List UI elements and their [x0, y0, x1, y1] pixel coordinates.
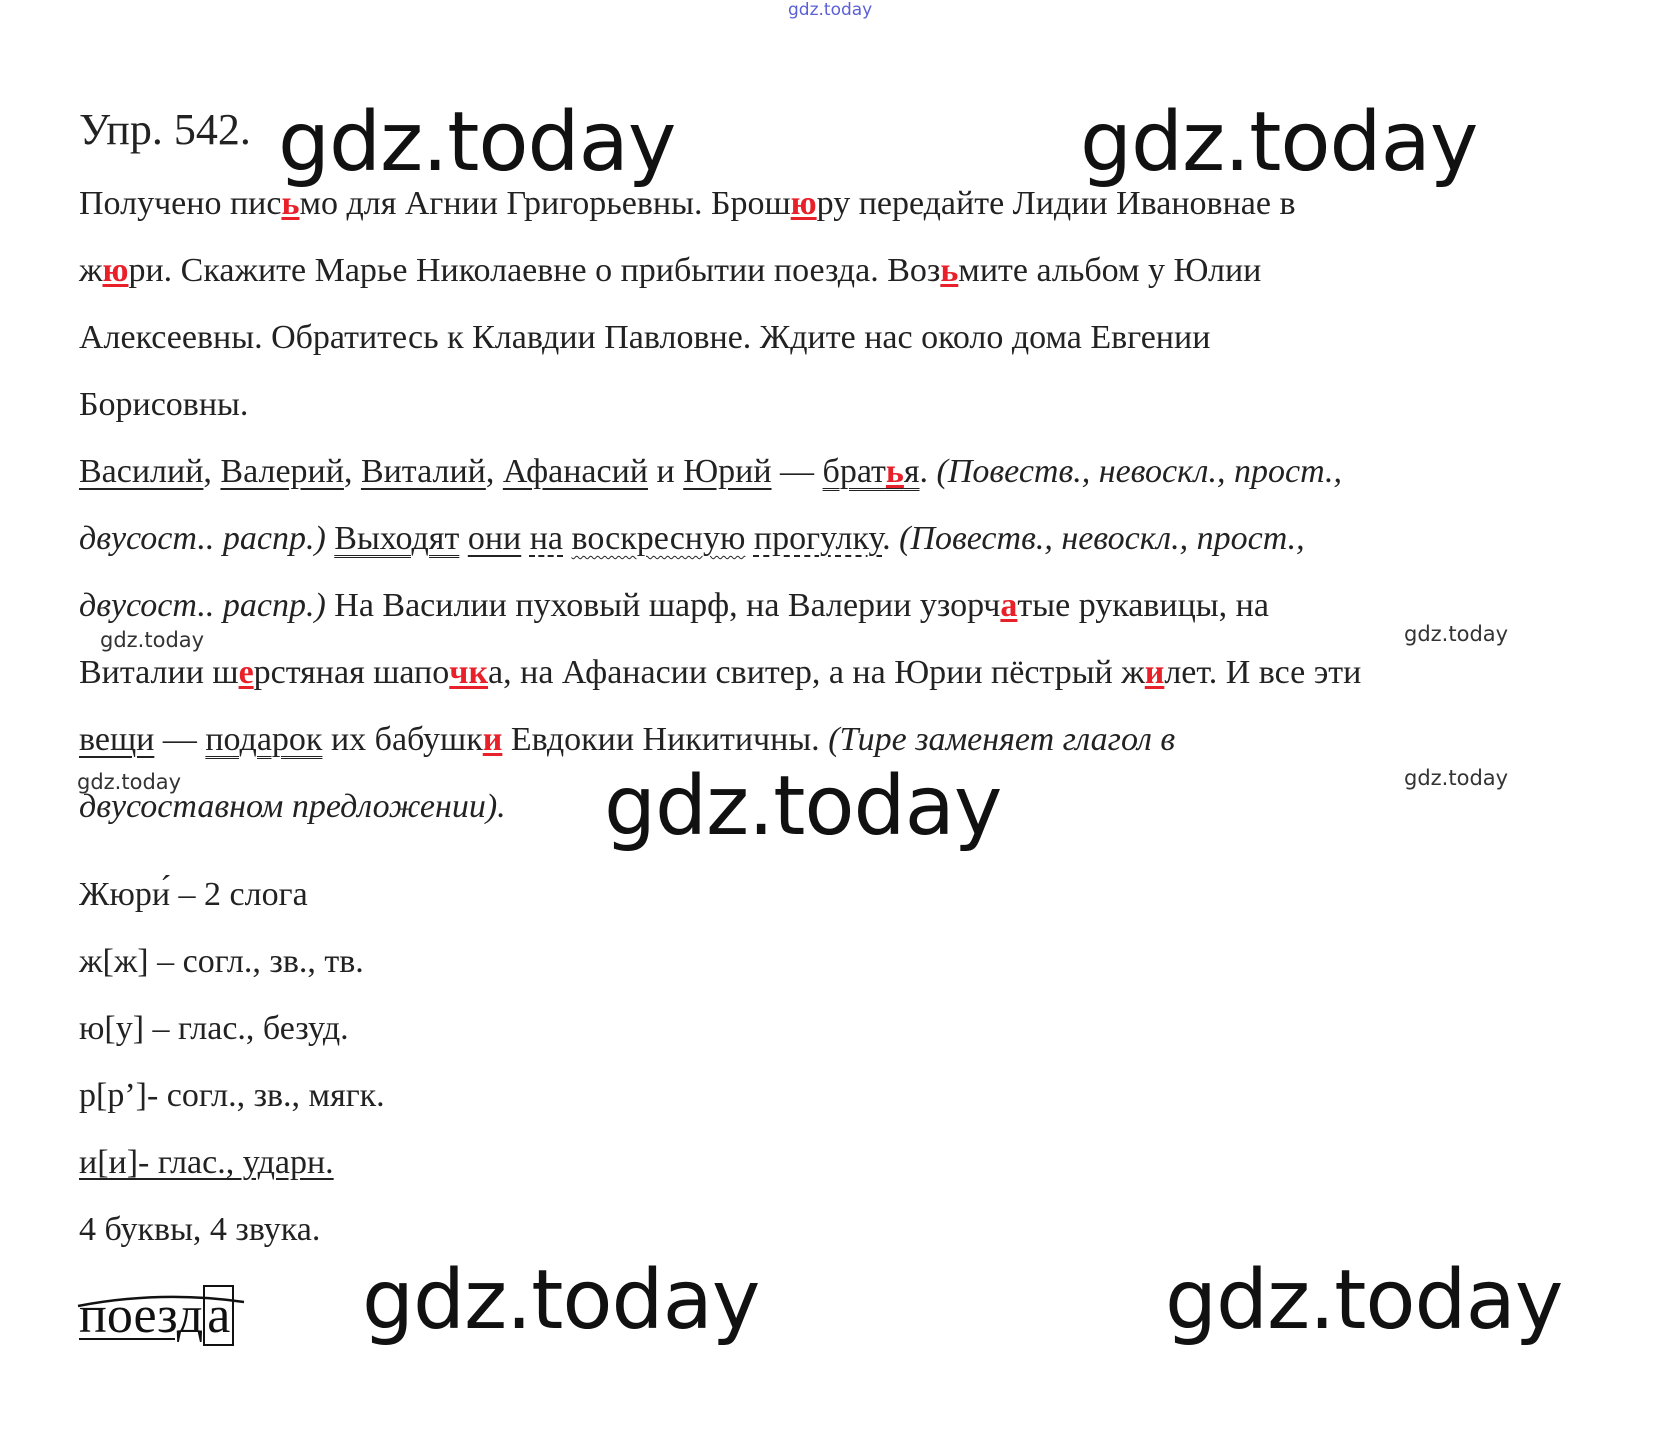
text: а, на Афанасии свитер, а на Юрии пёстрый ж: [488, 654, 1145, 691]
predicate-word: подарок: [205, 721, 323, 758]
adverbial-word: на: [529, 520, 563, 557]
word-morpheme-analysis: [79, 1286, 234, 1346]
text: лет. И все эти: [1164, 654, 1362, 691]
word-stem: поезд: [79, 1287, 204, 1344]
attribute-word: воскресную: [571, 520, 746, 557]
text: На Василии пуховый шарф, на Валерии узорч: [334, 587, 1001, 624]
analysis-line-3: ю[у] – глас., безуд.: [79, 1010, 349, 1047]
exercise-title: Упр. 542.: [79, 105, 251, 154]
sentence-note: (Тире заменяет глагол в: [828, 721, 1176, 758]
text: —: [154, 721, 206, 758]
text: и: [648, 453, 684, 490]
highlight-letter: ю: [102, 252, 129, 289]
watermark-big-1: gdz.today: [278, 95, 676, 190]
analysis-line-1: Жюри́ – 2 слога: [79, 876, 308, 913]
watermark-small-3: gdz.today: [77, 770, 182, 794]
adverbial-word: прогулку: [753, 520, 883, 557]
text: ,: [203, 453, 221, 490]
watermark-small-4: gdz.today: [1404, 766, 1509, 790]
subject-word: Василий: [79, 453, 204, 490]
analysis-line-6: 4 буквы, 4 звука.: [79, 1211, 321, 1248]
text: брат: [822, 453, 886, 490]
text: .: [919, 453, 937, 490]
text: их бабушк: [322, 721, 483, 758]
watermark-small-1: gdz.today: [100, 628, 205, 652]
p2-line-3: [79, 586, 1269, 626]
text: Виталии ш: [79, 654, 239, 691]
subject-word: Валерий: [220, 453, 344, 490]
highlight-letter: и: [482, 721, 503, 758]
highlight-letter: ь: [281, 185, 300, 222]
predicate-word: Выходят: [334, 520, 460, 557]
sentence-note: (Повеств., невоскл., прост.,: [899, 520, 1305, 557]
text: я: [903, 453, 920, 490]
analysis-line-5: [79, 1143, 334, 1183]
p2-line-2: [79, 519, 1305, 559]
text: ри. Скажите Марье Николаевне о прибытии поезда. Воз: [128, 252, 941, 289]
analysis-line-2: ж[ж] – согл., зв., тв.: [79, 943, 364, 980]
watermark-top: gdz.today: [788, 0, 873, 20]
text: ,: [343, 453, 361, 490]
highlight-letter: и: [1144, 654, 1165, 691]
sentence-note: двусост.. распр.): [79, 520, 326, 557]
highlight-letter: а: [1000, 587, 1018, 624]
highlight-letter: е: [238, 654, 254, 691]
p1-line-2: [79, 251, 1261, 291]
p1-line-4: Борисовны.: [79, 386, 249, 423]
text: Евдокии Никитичны.: [502, 721, 829, 758]
text: Получено пис: [79, 185, 282, 222]
text: ,: [485, 453, 503, 490]
subject-word: Афанасий: [502, 453, 648, 490]
text: мо для Агнии Григорьевны. Брош: [299, 185, 791, 222]
text: мите альбом у Юлии: [958, 252, 1262, 289]
text: тые рукавицы, на: [1017, 587, 1269, 624]
highlight-letter: ь: [940, 252, 959, 289]
p1-line-1: [79, 184, 1296, 224]
text: .: [882, 520, 900, 557]
p2-line-4: [79, 653, 1361, 693]
highlight-letter: ь: [885, 453, 904, 490]
p2-line-5: [79, 720, 1175, 760]
text: ру передайте Лидии Ивановнае в: [816, 185, 1296, 222]
subject-word: они: [467, 520, 522, 557]
watermark-big-2: gdz.today: [1080, 95, 1478, 190]
analysis-line-4: р[р’]- согл., зв., мягк.: [79, 1077, 385, 1114]
sentence-note: (Повеств., невоскл., прост.,: [936, 453, 1343, 490]
watermark-big-3: gdz.today: [604, 759, 1002, 854]
word-ending: а: [203, 1285, 234, 1346]
predicate-word: [823, 453, 920, 490]
sentence-note: двусоставном предложении).: [79, 788, 506, 825]
sentence-note: двусост.. распр.): [79, 587, 326, 624]
text: и[и]- глас., ударн.: [79, 1144, 334, 1181]
text: ж: [79, 252, 103, 289]
highlight-letter: ю: [790, 185, 817, 222]
text: —: [771, 453, 823, 490]
p2-line-1: [79, 452, 1342, 492]
watermark-big-4: gdz.today: [362, 1253, 760, 1348]
watermark-big-5: gdz.today: [1165, 1253, 1563, 1348]
text: рстяная шапо: [253, 654, 450, 691]
p1-line-3: Алексеевны. Обратитесь к Клавдии Павловне. Ждите нас около дома Евгении: [79, 319, 1211, 356]
subject-word: вещи: [79, 721, 155, 758]
subject-word: Виталий: [360, 453, 486, 490]
highlight-letter: чк: [449, 654, 489, 691]
subject-word: Юрий: [683, 453, 772, 490]
watermark-small-2: gdz.today: [1404, 622, 1509, 646]
